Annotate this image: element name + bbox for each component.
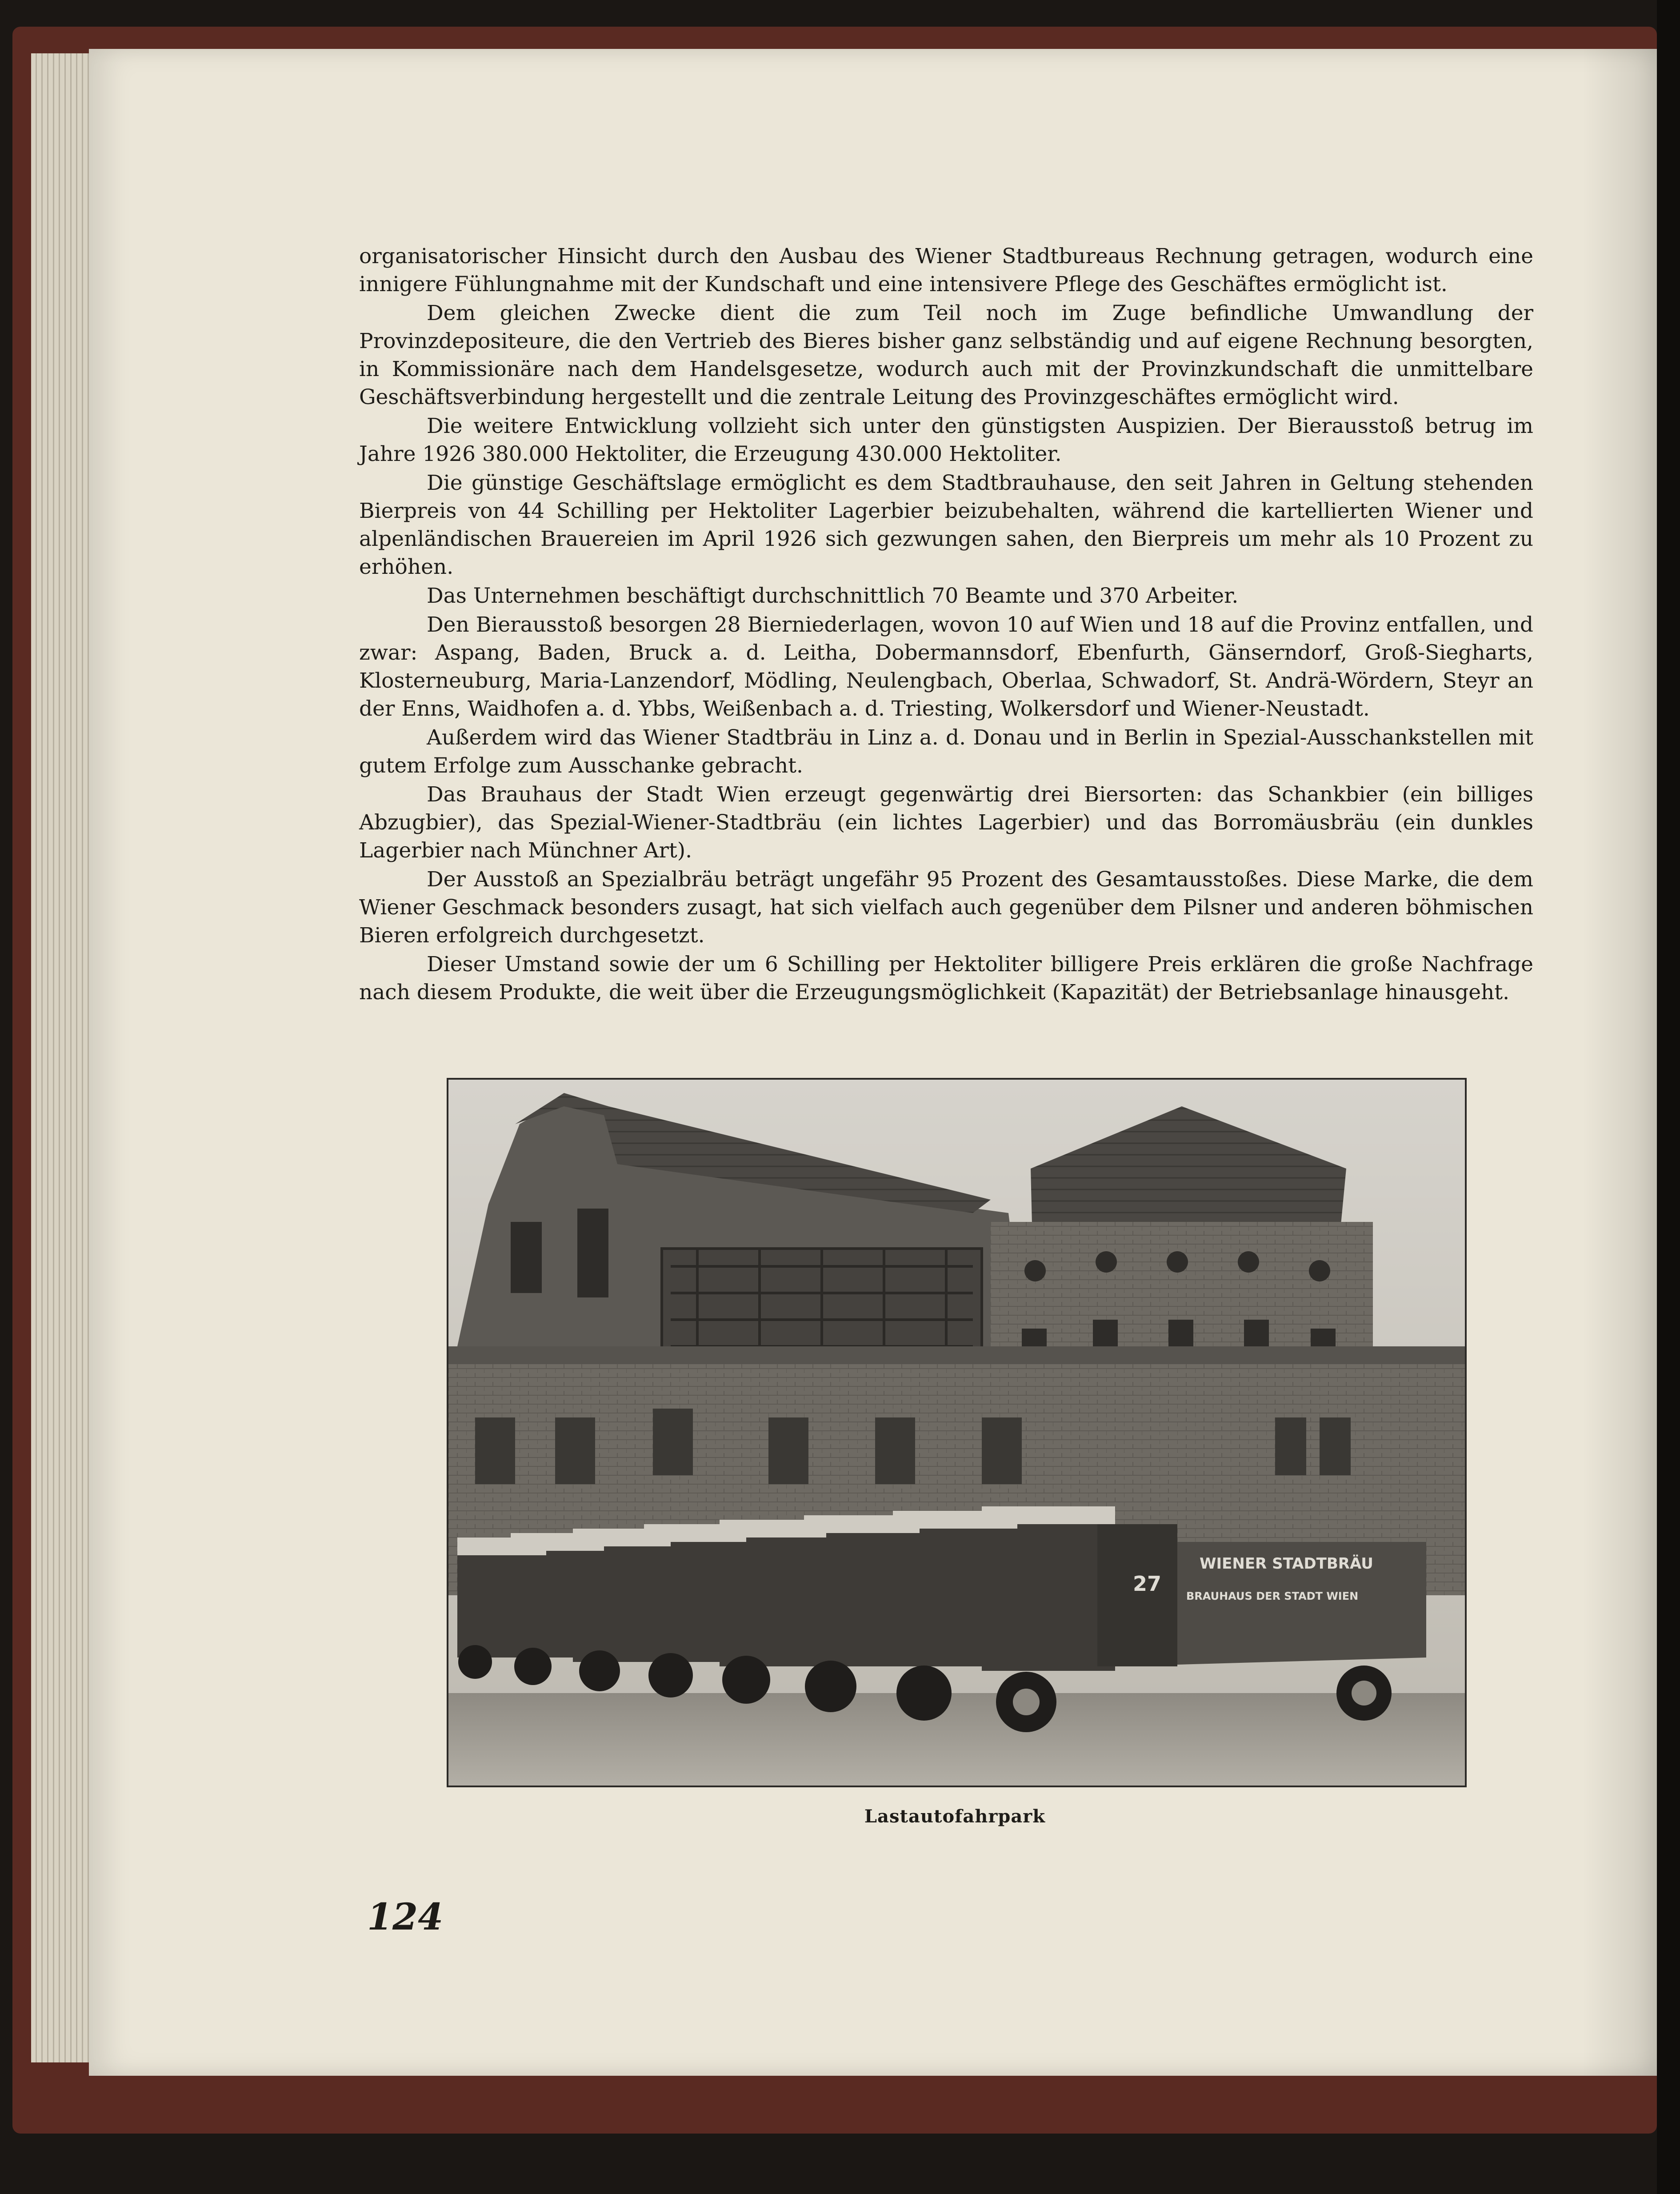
paragraph: organisatorischer Hinsicht durch den Ausbau des Wiener Stadtbureaus Rechnung getragen, wodurch eine innigere Fühlungnahme mit der Kundschaft und eine intensivere Pflege des Geschäftes ermöglicht ist. bbox=[359, 244, 1533, 296]
brewery-truck-fleet-photo bbox=[447, 1078, 1467, 1787]
truck-sign-line2: BRAUHAUS DER STADT WIEN bbox=[1186, 1590, 1359, 1602]
paragraph: Dem gleichen Zwecke dient die zum Teil noch im Zuge befindliche Umwandlung der Provinzdepositeure, die den Vertrieb des Bieres bisher ganz selbständig und auf eigene Rechnung besorgten, in Kommissionäre nach dem Handelsgesetze, wodurch auch mit der Provinzkundschaft die unmittelbare Geschäftsverbindung hergestellt und die zentrale Leitung des Provinzgeschäftes ermöglicht wird. bbox=[359, 301, 1533, 409]
paragraph: Das Unternehmen beschäftigt durchschnittlich 70 Beamte und 370 Arbeiter. bbox=[427, 584, 1239, 608]
paragraph: Das Brauhaus der Stadt Wien erzeugt gegenwärtig drei Biersorten: das Schankbier (ein billiges Abzugbier), das Spezial-Wiener-Stadtbräu (ein lichtes Lagerbier) und das Borromäusbräu (ein dunkles Lagerbier nach Münchner Art). bbox=[359, 782, 1533, 863]
paragraph: Die günstige Geschäftslage ermöglicht es dem Stadtbrauhause, den seit Jahren in Geltung stehenden Bierpreis von 44 Schilling per Hektoliter Lagerbier beizubehalten, während die kartellierten Wiener und alpenländischen Brauereien im April 1926 sich gezwungen sahen, den Bierpreis um mehr als 10 Prozent zu erhöhen. bbox=[359, 471, 1533, 579]
paragraph: Der Ausstoß an Spezialbräu beträgt ungefähr 95 Prozent des Gesamtausstoßes. Diese Marke, die dem Wiener Geschmack besonders zusagt, hat sich vielfach auch gegenüber dem Pilsner und anderen böhmischen Bieren erfolgreich durchgesetzt. bbox=[359, 867, 1533, 948]
page-number: 124 bbox=[367, 1896, 444, 1938]
scan-background-edge bbox=[1657, 0, 1680, 2194]
yard-ground bbox=[448, 1693, 1465, 1786]
paragraph: Außerdem wird das Wiener Stadtbräu in Linz a. d. Donau und in Berlin in Spezial-Ausschankstellen mit gutem Erfolge zum Ausschanke gebracht. bbox=[359, 725, 1533, 778]
photo-caption: Lastautofahrpark bbox=[864, 1806, 1046, 1827]
paragraph: Die weitere Entwicklung vollzieht sich unter den günstigsten Auspizien. Der Bierausstoß betrug im Jahre 1926 380.000 Hektoliter, die Erzeugung 430.000 Hektoliter. bbox=[359, 414, 1533, 466]
gutter-shadow bbox=[1582, 49, 1657, 2076]
body-text bbox=[359, 242, 1533, 1007]
truck-number: 27 bbox=[1133, 1572, 1162, 1596]
truck-sign-line1: WIENER STADTBRÄU bbox=[1200, 1555, 1373, 1573]
paragraph: Den Bierausstoß besorgen 28 Bierniederlagen, wovon 10 auf Wien und 18 auf die Provinz entfallen, und zwar: Aspang, Baden, Bruck a. d. Leitha, Dobermannsdorf, Ebenfurth, Gänserndorf, Groß-Siegharts, Klosterneuburg, Maria-Lanzendorf, Mödling, Neulengbach, Oberlaa, Schwadorf, St. Andrä-Wördern, Steyr an der Enns, Waidhofen a. d. Ybbs, Weißenbach a. d. Triesting, Wolkersdorf und Wiener-Neustadt. bbox=[359, 613, 1533, 721]
paragraph: Dieser Umstand sowie der um 6 Schilling per Hektoliter billigere Preis erklären die große Nachfrage nach diesem Produkte, die weit über die Erzeugungsmöglichkeit (Kapazität) der Betriebsanlage hinausgeht. bbox=[359, 952, 1533, 1005]
